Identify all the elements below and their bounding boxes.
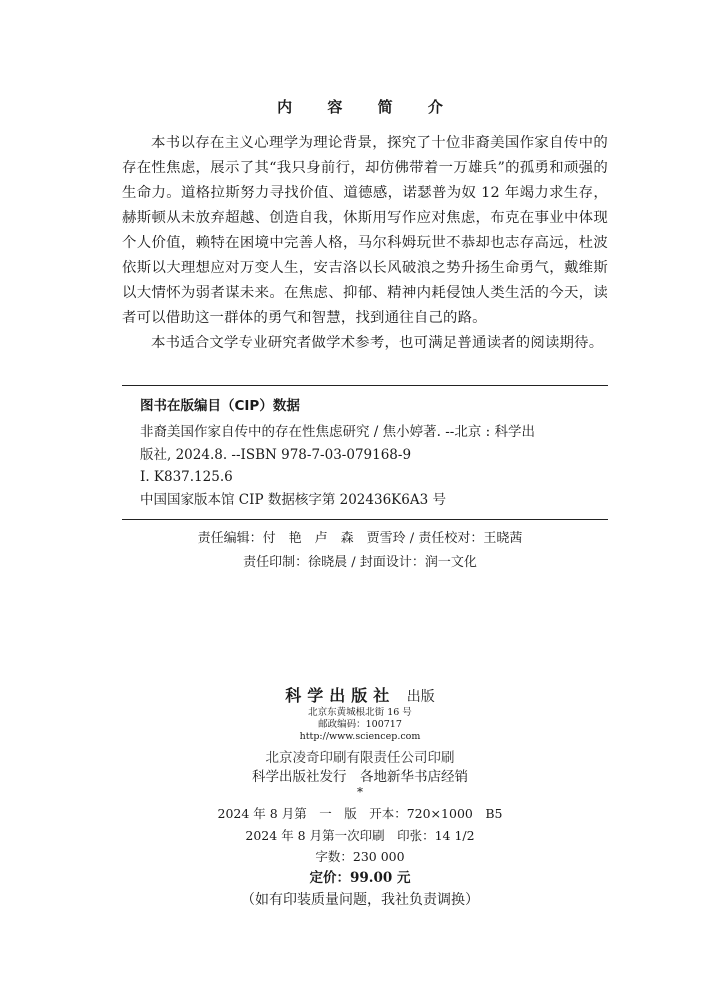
distributor-line: 科学出版社发行 各地新华书店经销 bbox=[252, 769, 468, 785]
publisher-logo-text: 科学出版社 bbox=[285, 686, 396, 705]
word-count: 字数：230 000 bbox=[315, 849, 405, 864]
cip-top-rule bbox=[122, 385, 608, 386]
cip-block bbox=[122, 395, 608, 511]
publisher-website: http://www.sciencep.com bbox=[299, 731, 421, 742]
summary-paragraph: 本书以存在主义心理学为理论背景，探究了十位非裔美国作家自传中的存在性焦虑，展示了其“我只身前行，却仿佛带着一万雄兵”的孤勇和顽强的生命力。道格拉斯努力寻找价值、道德感，诺瑟普为奴 12 年竭力求生存，赫斯顿从未放弃超越、创造自我，休斯用写作应对焦虑，布克在事业中体现个人价值，赖特在困境中完善人格，马尔科姆玩世不恭却也志存高远，杜波依斯以大理想应对万变人生，安吉洛以长风破浪之势升扬生命勇气，戴维斯以大情怀为弱者谋未来。在焦虑、抑郁、精神内耗侵蚀人类生活的今天，读者可以借助这一群体的勇气和智慧，找到通往自己的路。 bbox=[122, 135, 608, 326]
cip-line: 中国国家版本馆 CIP 数据核字第 202436K6A3 号 bbox=[140, 491, 446, 508]
printer-line: 北京凌奇印刷有限责任公司印刷 bbox=[265, 750, 455, 766]
quality-notice: （如有印装质量问题，我社负责调换） bbox=[241, 892, 479, 908]
cip-line: 非裔美国作家自传中的存在性焦虑研究 / 焦小婷著. --北京 : 科学出 bbox=[140, 424, 535, 440]
cip-line: 版社, 2024.8. --ISBN 978-7-03-079168-9 bbox=[140, 446, 412, 463]
edition-line: 2024 年 8 月第 一 版 开本：720×1000 B5 bbox=[217, 806, 503, 821]
publisher-postcode: 邮政编码：100717 bbox=[318, 719, 402, 730]
cip-heading: 图书在版编目（CIP）数据 bbox=[140, 398, 300, 414]
cip-bottom-rule bbox=[122, 519, 608, 520]
summary-body bbox=[122, 131, 608, 356]
colophon bbox=[0, 686, 720, 888]
publisher-name-line bbox=[0, 686, 720, 707]
summary-paragraph: 本书适合文学专业研究者做学术参考，也可满足普通读者的阅读期待。 bbox=[151, 335, 604, 351]
editor-credit-line: 责任编辑：付 艳 卢 森 贾雪玲 / 责任校对：王晓茜 bbox=[197, 531, 523, 546]
publisher-address: 北京东黄城根北街 16 号 bbox=[308, 707, 412, 718]
editor-credit-line: 责任印制：徐晓晨 / 封面设计：润一文化 bbox=[243, 555, 477, 570]
cip-line: Ⅰ. K837.125.6 bbox=[140, 469, 233, 485]
summary-title: 内 容 简 介 bbox=[277, 98, 458, 116]
printing-line: 2024 年 8 月第一次印刷 印张：14 1/2 bbox=[245, 827, 475, 843]
separator-star: * bbox=[357, 785, 363, 799]
price: 定价：99.00 元 bbox=[309, 869, 411, 886]
publisher-suffix: 出版 bbox=[406, 689, 435, 705]
editor-credits bbox=[0, 527, 720, 575]
